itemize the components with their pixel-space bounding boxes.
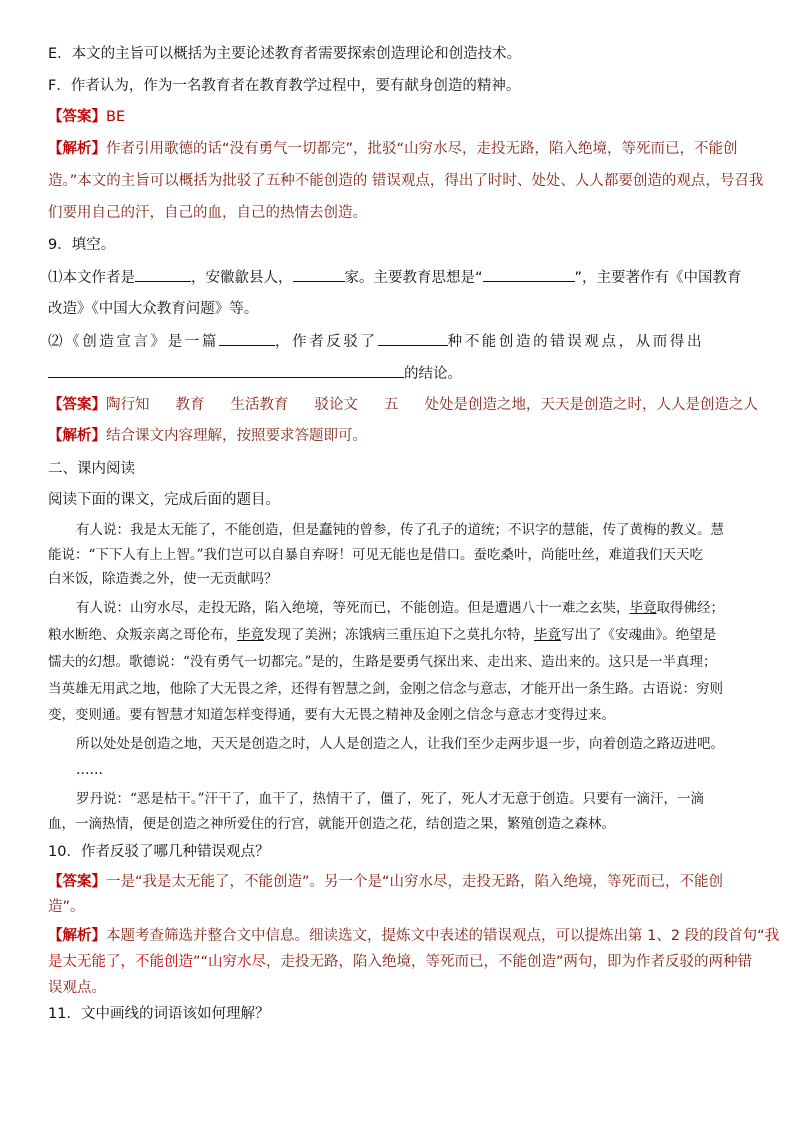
blank-field[interactable]: [293, 267, 345, 282]
question-9-part2-cont: [48, 363, 748, 384]
option-e: E．本文的主旨可以概括为主要论述教育者需要探索创造理论和创造技术。: [48, 46, 522, 62]
answer-9: [48, 395, 758, 415]
blank-field[interactable]: [135, 267, 191, 282]
passage-text: 粮水断绝、众叛亲离之哥伦布，: [48, 627, 237, 643]
passage-p1-line3: 白米饭，除造粪之外，使一无贡献吗？: [48, 571, 278, 587]
answer-9-item: 生活教育: [230, 397, 289, 413]
passage-text: 有人说：山穷水尽，走投无路，陷入绝境，等死而已，不能创造。但是遭遇八十一难之玄奘，: [76, 600, 630, 616]
passage-p3: 所以处处是创造之地，天天是创造之时，人人是创造之人，让我们至少走两步退一步，向着创造之路迈进吧。: [76, 736, 724, 752]
q9-2-text-c: 种不能创造的错误观点，从而得出: [447, 334, 705, 350]
q9-2-text-d: 的结论。: [404, 366, 462, 382]
blank-field[interactable]: [219, 331, 275, 346]
analysis-10-text: ”“: [193, 954, 209, 970]
underlined-word: 毕竟: [534, 627, 561, 643]
analysis-10-text: ，走投无路，陷入绝境，等死而已，不能创造”两句，即为作者反驳的两种错: [266, 954, 753, 970]
passage-p2-line3: 懦夫的幻想。歌德说：“没有勇气一切都完。”是的，生路是要勇气探出来、走出来、造出来的。这只是一半真理；: [48, 654, 717, 670]
passage-p2-line1: [76, 598, 776, 618]
analysis-10-highlight: 山穷水尽: [208, 954, 267, 970]
question-9-part2: [48, 331, 748, 352]
passage-p4-line2: 血，一滴热情，便是创造之神所爱住的行宫，就能开创造之花，结创造之果，繁殖创造之森林。: [48, 816, 615, 832]
analysis-10-line3: 误观点。: [48, 980, 106, 996]
analysis-tag: 【解析】: [48, 141, 106, 157]
analysis-tag: 【解析】: [48, 428, 106, 444]
analysis-8-line1: [48, 139, 748, 159]
analysis-9-text: 结合课文内容理解，按照要求答题即可。: [106, 428, 367, 444]
answer-tag: 【答案】: [48, 397, 106, 413]
question-9-part1: [48, 267, 748, 288]
blank-field[interactable]: [378, 331, 448, 346]
answer-9-item: 陶行知: [106, 397, 150, 413]
q9-2-text-a: ⑵《创造宣言》是一篇: [48, 334, 219, 350]
analysis-10-line2: [48, 952, 753, 972]
analysis-8-line3: 们要用自己的汗，自己的血，自己的热情去创造。: [48, 205, 367, 221]
passage-text: 取得佛经；: [656, 600, 724, 616]
passage-text: 发现了美洲；冻饿病三重压迫下之莫扎尔特，: [264, 627, 534, 643]
analysis-tag: 【解析】: [48, 928, 106, 944]
question-9-part1-cont: 改造》《中国大众教育问题》等。: [48, 301, 259, 317]
question-10: 10．作者反驳了哪几种错误观点？: [48, 844, 270, 860]
option-f: F．作者认为，作为一名教育者在教育教学过程中，要有献身创造的精神。: [48, 78, 521, 94]
analysis-10-line1: [48, 926, 780, 946]
blank-field[interactable]: [483, 267, 575, 282]
analysis-8-line2: 造。”本文的主旨可以概括为批驳了五种不能创造的 错误观点，得出了时时、处处、人人都要创造的观点，号召我: [48, 173, 764, 189]
analysis-10-text: 本题考查筛选并整合文中信息。细读选文，提炼文中表述的错误观点，可以提炼出第 1、2 段的段首句“: [106, 928, 765, 944]
answer-10-line1: [48, 872, 748, 892]
passage-p1-line1: 有人说：我是太无能了，不能创造，但是蠢钝的曾参，传了孔子的道统；不识字的慧能，传了黄梅的教义。慧: [76, 522, 724, 538]
analysis-10-highlight: 是太无能了，不能创造: [48, 954, 193, 970]
passage-p4-line1: 罗丹说：“恶是枯干。”汗干了，血干了，热情干了，僵了，死了，死人才无意于创造。只要有一滴汗，一滴: [76, 791, 705, 807]
q9-1-text-c: 家。主要教育思想是“: [344, 270, 483, 286]
answer-9-item: 五: [384, 397, 399, 413]
passage-ellipsis: ……: [76, 762, 103, 778]
passage-p2-line2: [48, 625, 748, 645]
question-11: 11．文中画线的词语该如何理解？: [48, 1006, 270, 1022]
passage-p2-line4: 当英雄无用武之地，他除了大无畏之斧，还得有智慧之剑，金刚之信念与意志，才能开出一条生路。古语说：穷则: [48, 681, 723, 697]
section-heading: 二、课内阅读: [48, 461, 135, 477]
analysis-10-highlight: 我: [764, 928, 780, 944]
passage-p2-line5: 变，变则通。要有智慧才知道怎样变得通，要有大无畏之精神及金刚之信念与意志才变得过来。: [48, 707, 615, 723]
answer-tag: 【答案】: [48, 874, 106, 890]
answer-9-item: 驳论文: [314, 397, 358, 413]
answer-9-item: 教育: [175, 397, 205, 413]
blank-field[interactable]: [48, 363, 404, 378]
answer-8: [48, 107, 748, 127]
answer-tag: 【答案】: [48, 109, 106, 125]
underlined-word: 毕竟: [629, 600, 657, 616]
q9-1-text-d: ”，主要著作有《中国教育: [574, 270, 742, 286]
answer-10-text: 一是“我是太无能了，不能创造”。另一个是“山穷水尽，走投无路，陷入绝境，等死而已，不能创: [106, 874, 724, 890]
q9-1-text-b: ，安徽歙县人，: [191, 270, 293, 286]
answer-9-item: 处处是创造之地，天天是创造之时，人人是创造之人: [424, 397, 758, 413]
underlined-word: 毕竟: [237, 627, 264, 643]
passage-p1-line2: 能说：“下下人有上上智。”我们岂可以自暴自弃呀！可见无能也是借口。蚕吃桑叶，尚能吐丝，难道我们天天吃: [48, 547, 704, 563]
passage-text: 写出了《安魂曲》。绝望是: [561, 627, 717, 643]
q9-1-text-a: ⑴本文作者是: [48, 270, 135, 286]
analysis-9: [48, 426, 748, 446]
answer-10-line2: 造”。: [48, 899, 85, 915]
analysis-8-text1: 作者引用歌德的话“没有勇气一切都完”，批驳“山穷水尽，走投无路，陷入绝境，等死而已，不能创: [106, 141, 738, 157]
question-9: 9．填空。: [48, 237, 116, 253]
reading-instruction: 阅读下面的课文，完成后面的题目。: [48, 492, 280, 508]
answer-8-value: BE: [106, 109, 126, 125]
q9-2-text-b: ，作者反驳了: [275, 334, 378, 350]
